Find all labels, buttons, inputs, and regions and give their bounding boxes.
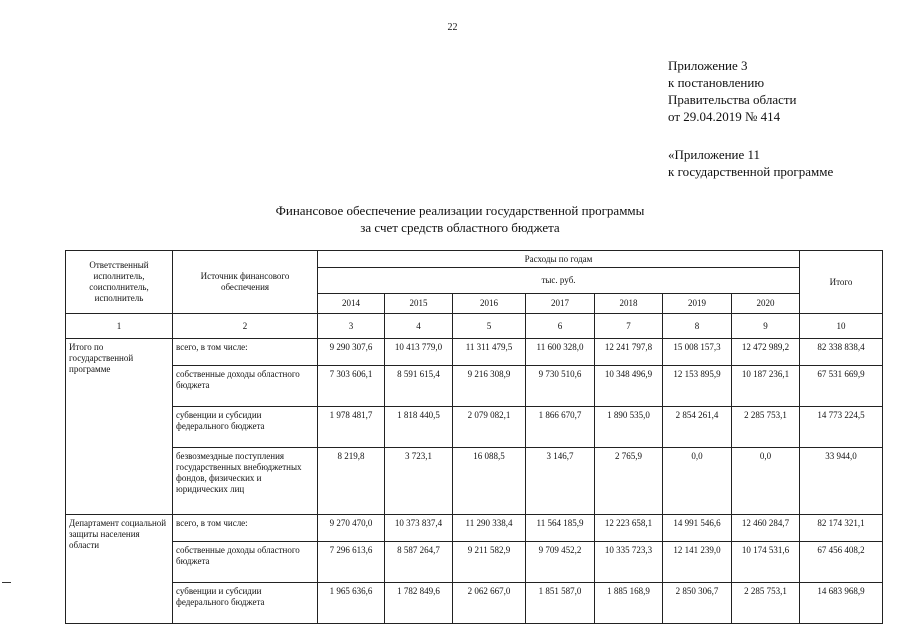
value-cell: 10 335 723,3 [595, 542, 663, 583]
value-cell: 12 472 989,2 [732, 339, 800, 366]
header-source: Источник финансового обеспечения [173, 251, 318, 314]
column-index: 8 [663, 314, 732, 339]
source-cell: субвенции и субсидии федерального бюджета [173, 407, 318, 448]
value-cell: 1 965 636,6 [318, 583, 385, 624]
value-cell: 14 991 546,6 [663, 515, 732, 542]
value-cell: 2 079 082,1 [453, 407, 526, 448]
header-year: 2017 [526, 294, 595, 314]
value-cell: 10 413 779,0 [385, 339, 453, 366]
value-cell: 3 723,1 [385, 448, 453, 515]
document-title [180, 202, 740, 236]
header-year: 2020 [732, 294, 800, 314]
program-appendix-reference [668, 146, 833, 180]
value-cell: 11 600 328,0 [526, 339, 595, 366]
appendix-line: «Приложение 11 [668, 147, 761, 162]
total-cell: 82 174 321,1 [800, 515, 883, 542]
value-cell: 12 241 797,8 [595, 339, 663, 366]
value-cell: 11 564 185,9 [526, 515, 595, 542]
value-cell: 8 219,8 [318, 448, 385, 515]
value-cell: 1 782 849,6 [385, 583, 453, 624]
value-cell: 2 062 667,0 [453, 583, 526, 624]
value-cell: 2 854 261,4 [663, 407, 732, 448]
header-year: 2018 [595, 294, 663, 314]
value-cell: 9 211 582,9 [453, 542, 526, 583]
value-cell: 1 851 587,0 [526, 583, 595, 624]
table-row [66, 448, 883, 515]
source-cell: собственные доходы областного бюджета [173, 542, 318, 583]
value-cell: 0,0 [732, 448, 800, 515]
total-cell: 67 456 408,2 [800, 542, 883, 583]
column-index: 6 [526, 314, 595, 339]
value-cell: 12 460 284,7 [732, 515, 800, 542]
table-row [66, 407, 883, 448]
value-cell: 11 311 479,5 [453, 339, 526, 366]
source-cell: субвенции и субсидии федерального бюджета [173, 583, 318, 624]
page-number: 22 [447, 22, 458, 33]
value-cell: 1 885 168,9 [595, 583, 663, 624]
responsible-cell: Департамент социальной защиты населения области [66, 515, 173, 624]
value-cell: 9 709 452,2 [526, 542, 595, 583]
responsible-cell: Итого по государственной программе [66, 339, 173, 515]
source-cell: всего, в том числе: [173, 515, 318, 542]
value-cell: 7 296 613,6 [318, 542, 385, 583]
column-index: 4 [385, 314, 453, 339]
margin-mark [2, 582, 11, 583]
value-cell: 16 088,5 [453, 448, 526, 515]
value-cell: 1 818 440,5 [385, 407, 453, 448]
value-cell: 8 587 264,7 [385, 542, 453, 583]
header-index-row [66, 314, 883, 339]
source-cell: всего, в том числе: [173, 339, 318, 366]
total-cell: 82 338 838,4 [800, 339, 883, 366]
total-cell: 33 944,0 [800, 448, 883, 515]
header-responsible: Ответственный исполнитель, соисполнитель, исполнитель [66, 251, 173, 314]
header-year: 2014 [318, 294, 385, 314]
column-index: 10 [800, 314, 883, 339]
header-row [66, 251, 883, 268]
appendix-line: к постановлению [668, 75, 765, 90]
value-cell: 7 303 606,1 [318, 366, 385, 407]
value-cell: 1 866 670,7 [526, 407, 595, 448]
value-cell: 2 285 753,1 [732, 407, 800, 448]
column-index: 3 [318, 314, 385, 339]
value-cell: 9 216 308,9 [453, 366, 526, 407]
header-total: Итого [800, 251, 883, 314]
value-cell: 12 153 895,9 [663, 366, 732, 407]
value-cell: 2 765,9 [595, 448, 663, 515]
header-expenses: Расходы по годам [318, 251, 800, 268]
value-cell: 8 591 615,4 [385, 366, 453, 407]
value-cell: 1 978 481,7 [318, 407, 385, 448]
column-index: 2 [173, 314, 318, 339]
table-row [66, 542, 883, 583]
table-row [66, 515, 883, 542]
value-cell: 0,0 [663, 448, 732, 515]
header-year: 2015 [385, 294, 453, 314]
header-unit: тыс. руб. [318, 268, 800, 294]
value-cell: 15 008 157,3 [663, 339, 732, 366]
value-cell: 9 270 470,0 [318, 515, 385, 542]
appendix-line: от 29.04.2019 № 414 [668, 109, 781, 124]
source-cell: собственные доходы областного бюджета [173, 366, 318, 407]
total-cell: 67 531 669,9 [800, 366, 883, 407]
header-year: 2016 [453, 294, 526, 314]
source-cell: безвозмездные поступления государственных внебюджетных фондов, физических и юридических лиц [173, 448, 318, 515]
value-cell: 2 850 306,7 [663, 583, 732, 624]
appendix-line: к государственной программе [668, 164, 834, 179]
appendix-reference [668, 57, 797, 125]
financing-table [65, 250, 883, 624]
column-index: 7 [595, 314, 663, 339]
appendix-line: Правительства области [668, 92, 797, 107]
total-cell: 14 773 224,5 [800, 407, 883, 448]
column-index: 9 [732, 314, 800, 339]
value-cell: 10 348 496,9 [595, 366, 663, 407]
value-cell: 1 890 535,0 [595, 407, 663, 448]
total-cell: 14 683 968,9 [800, 583, 883, 624]
value-cell: 10 174 531,6 [732, 542, 800, 583]
value-cell: 10 373 837,4 [385, 515, 453, 542]
header-year: 2019 [663, 294, 732, 314]
title-line: Финансовое обеспечение реализации государственной программы [275, 203, 645, 218]
value-cell: 10 187 236,1 [732, 366, 800, 407]
appendix-line: Приложение 3 [668, 58, 748, 73]
title-line: за счет средств областного бюджета [360, 220, 560, 235]
value-cell: 2 285 753,1 [732, 583, 800, 624]
table-row [66, 583, 883, 624]
column-index: 5 [453, 314, 526, 339]
value-cell: 9 730 510,6 [526, 366, 595, 407]
value-cell: 9 290 307,6 [318, 339, 385, 366]
value-cell: 11 290 338,4 [453, 515, 526, 542]
table-row [66, 339, 883, 366]
value-cell: 12 141 239,0 [663, 542, 732, 583]
value-cell: 3 146,7 [526, 448, 595, 515]
table-row [66, 366, 883, 407]
value-cell: 12 223 658,1 [595, 515, 663, 542]
column-index: 1 [66, 314, 173, 339]
